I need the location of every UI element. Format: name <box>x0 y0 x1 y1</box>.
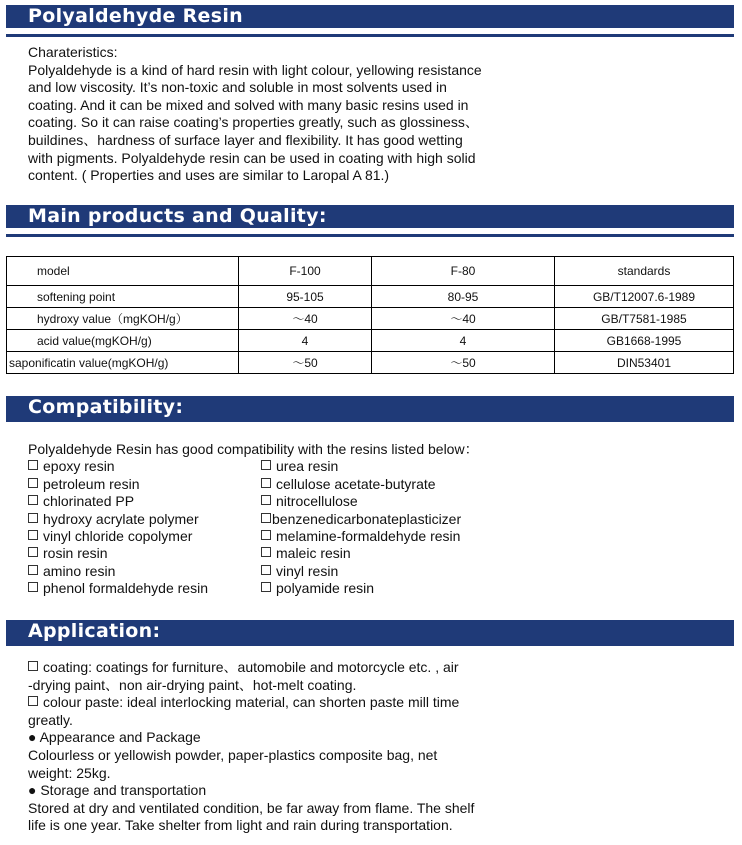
table-cell: acid value(mgKOH/g) <box>7 330 239 352</box>
table-cell: ～40 <box>239 308 372 330</box>
checkbox-icon <box>261 582 271 592</box>
list-item-label: petroleum resin <box>43 475 140 492</box>
checkbox-icon <box>28 582 38 592</box>
page-title: Polyaldehyde Resin <box>6 5 734 28</box>
characteristics-line: with pigments. Polyaldehyde resin can be used in coating with high solid <box>28 149 476 166</box>
quality-table <box>6 256 734 374</box>
application-line: greatly. <box>28 711 73 728</box>
compatibility-list <box>28 458 521 597</box>
application-line: -drying paint、non air-drying paint、hot-melt coating. <box>28 676 357 693</box>
table-cell: GB/T12007.6-1989 <box>555 286 734 308</box>
characteristics-block <box>28 44 482 185</box>
characteristics-line: content. ( Properties and uses are similar to Laropal A 81.) <box>28 167 390 184</box>
list-item-label: maleic resin <box>276 545 351 562</box>
compatibility-intro: Polyaldehyde Resin has good compatibility with the resins listed below： <box>28 441 479 457</box>
list-item-label: cellulose acetate-butyrate <box>276 475 436 492</box>
application-underline <box>6 643 734 646</box>
table-cell: DIN53401 <box>555 352 734 374</box>
application-text: coating: coatings for furniture、automobile and motorcycle etc. , air <box>43 659 459 675</box>
checkbox-icon <box>28 565 38 575</box>
quality-underline <box>6 234 734 237</box>
list-item-label: melamine-formaldehyde resin <box>276 527 461 544</box>
checkbox-icon <box>28 530 38 540</box>
table-row <box>7 308 734 330</box>
list-item <box>28 545 261 562</box>
table-cell: softening point <box>7 286 239 308</box>
list-item-label: polyamide resin <box>276 580 375 597</box>
compatibility-column-right <box>261 458 521 597</box>
list-item <box>261 493 521 510</box>
title-underline <box>6 34 734 37</box>
list-item-label: epoxy resin <box>43 458 115 475</box>
table-header-cell: F-100 <box>239 257 372 286</box>
list-item <box>28 476 261 493</box>
table-header-cell: model <box>7 257 239 286</box>
application-line: weight: 25kg. <box>28 764 111 781</box>
application-line: ● Appearance and Package <box>28 729 201 746</box>
table-cell: GB1668-1995 <box>555 330 734 352</box>
checkbox-icon <box>28 495 38 505</box>
table-cell: GB/T7581-1985 <box>555 308 734 330</box>
checkbox-icon <box>261 547 271 557</box>
characteristics-line: Polyaldehyde is a kind of hard resin with light colour, yellowing resistance <box>28 61 482 78</box>
table-cell: 4 <box>239 330 372 352</box>
checkbox-icon <box>28 661 38 671</box>
characteristics-line: and low viscosity. It’s non-toxic and soluble in most solvents used in <box>28 79 447 96</box>
list-item <box>28 511 261 528</box>
quality-section-heading: Main products and Quality: <box>6 205 734 228</box>
list-item-label: vinyl chloride copolymer <box>43 527 193 544</box>
list-item <box>28 528 261 545</box>
compatibility-section-heading: Compatibility: <box>6 396 734 419</box>
characteristics-line: coating. And it can be mixed and solved with many basic resins used in <box>28 96 469 113</box>
application-block <box>28 659 474 835</box>
list-item <box>28 493 261 510</box>
checkbox-icon <box>261 460 271 470</box>
characteristics-line: coating. So it can raise coating’s properties greatly, such as glossiness、 <box>28 114 479 131</box>
table-cell: ～50 <box>372 352 555 374</box>
list-item <box>261 528 521 545</box>
list-item-label: amino resin <box>43 562 116 579</box>
list-item-label: benzenedicarbonateplasticizer <box>272 510 462 527</box>
list-item <box>28 580 261 597</box>
list-item-label: hydroxy acrylate polymer <box>43 510 199 527</box>
checkbox-icon <box>28 696 38 706</box>
checkbox-icon <box>28 513 38 523</box>
checkbox-icon <box>261 478 271 488</box>
table-cell: 95-105 <box>239 286 372 308</box>
checkbox-icon <box>261 565 271 575</box>
checkbox-icon <box>28 478 38 488</box>
list-item <box>261 458 521 475</box>
list-item-label: rosin resin <box>43 545 108 562</box>
table-cell: hydroxy value（mgKOH/g） <box>7 308 239 330</box>
compatibility-underline <box>6 419 734 422</box>
application-line <box>28 694 474 712</box>
compatibility-column-left <box>28 458 261 597</box>
application-line: life is one year. Take shelter from light and rain during transportation. <box>28 817 453 834</box>
list-item <box>28 458 261 475</box>
application-line: ● Storage and transportation <box>28 782 207 799</box>
list-item <box>261 545 521 562</box>
checkbox-icon <box>28 547 38 557</box>
list-item-label: phenol formaldehyde resin <box>43 580 208 597</box>
checkbox-icon <box>261 513 271 523</box>
table-header-cell: standards <box>555 257 734 286</box>
checkbox-icon <box>261 495 271 505</box>
list-item <box>28 563 261 580</box>
table-row <box>7 286 734 308</box>
characteristics-heading: Charateristics: <box>28 44 118 60</box>
checkbox-icon <box>28 460 38 470</box>
application-line <box>28 659 474 677</box>
list-item <box>261 476 521 493</box>
checkbox-icon <box>261 530 271 540</box>
table-cell: 4 <box>372 330 555 352</box>
characteristics-line: buildines、hardness of surface layer and flexibility. It has good wetting <box>28 131 463 148</box>
list-item-label: urea resin <box>276 458 339 475</box>
list-item <box>261 580 521 597</box>
list-item-label: chlorinated PP <box>43 493 135 510</box>
table-row <box>7 330 734 352</box>
list-item-label: nitrocellulose <box>276 493 358 510</box>
application-line: Colourless or yellowish powder, paper-plastics composite bag, net <box>28 746 438 763</box>
application-text: colour paste: ideal interlocking material, can shorten paste mill time <box>43 694 460 711</box>
table-cell: ～50 <box>239 352 372 374</box>
list-item <box>261 511 521 528</box>
table-cell: ～40 <box>372 308 555 330</box>
list-item <box>261 563 521 580</box>
application-section-heading: Application: <box>6 620 734 643</box>
list-item-label: vinyl resin <box>276 562 339 579</box>
table-header-cell: F-80 <box>372 257 555 286</box>
compatibility-block <box>28 441 521 598</box>
table-cell: saponificatin value(mgKOH/g) <box>7 352 239 374</box>
table-cell: 80-95 <box>372 286 555 308</box>
table-row <box>7 352 734 374</box>
table-header-row <box>7 257 734 286</box>
application-line: Stored at dry and ventilated condition, be far away from flame. The shelf <box>28 799 475 816</box>
